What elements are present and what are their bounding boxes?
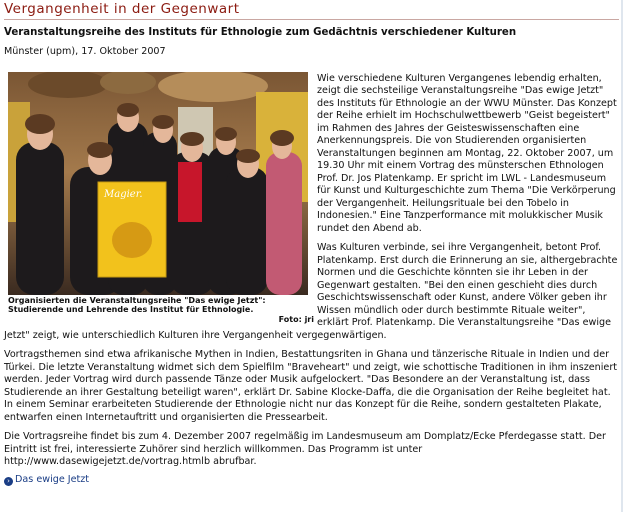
article-dateline: Münster (upm), 17. Oktober 2007 bbox=[4, 46, 166, 57]
article-figure bbox=[8, 72, 314, 324]
poster-title: Magier. bbox=[104, 188, 143, 200]
related-link-row bbox=[4, 474, 619, 487]
photo-caption-text: Organisierten die Veranstaltungsreihe "Das ewige Jetzt": Studierende und Lehrende des Institut für Ethnologie. bbox=[8, 295, 266, 314]
photo-credit: Foto: jri bbox=[278, 314, 314, 324]
article-subtitle: Veranstaltungsreihe des Instituts für Ethnologie zum Gedächtnis verschiedener Kulturen bbox=[4, 27, 517, 38]
paragraph-2: Was Kulturen verbinde, sei ihre Vergangenheit, betont Prof. Platenkamp. Erst durch die Erinnerung an sie, althergebrachte Normen und die Geschichte könnten sie ihr Leben in der Gegenwart gestalten. "Bei den einen geschieht dies durch Geschichtswissenschaft oder Kunst, andere Völker geben ihr Wissen mündlich oder durch bestimmte Rituale weiter", erklärt Prof. Platenkamp. Die Veranstaltungsreihe "Das ewige Jetzt" zeigt, wie unterschiedlich Kulturen ihre Vergangenheit vergegenwärtigen. bbox=[4, 242, 618, 341]
photo-caption bbox=[8, 295, 314, 324]
link-arrow-icon: › bbox=[4, 477, 13, 486]
group-photo bbox=[8, 72, 308, 295]
paragraph-3: Vortragsthemen sind etwa afrikanische Mythen in Indien, Bestattungsriten in Ghana und tänzerische Rituale in Indien und der Türkei. Die letzte Veranstaltung widmet sich dem Spielfilm "Braveheart" und zeigt, wie schottische Traditionen in ihm inszeniert werden. Jeder Vortrag wird durch passende Tänze oder Musik aufgelockert. "Das Besondere an der Veranstaltung ist, dass Studierende an ihrer Gestaltung beteiligt waren", erklärt Dr. Sabine Klocke-Daffa, die die Organisation der Reihe begleitet hat. In einem Seminar erarbeiteten Studierende der Ethnologie nicht nur das Konzept für die Reihe, sondern gestalteten Plakate, entwarfen einen Internetauftritt und organisierten die Pressearbeit. bbox=[4, 349, 618, 423]
poster bbox=[98, 182, 166, 277]
paragraph-4: Die Vortragsreihe findet bis zum 4. Dezember 2007 regelmäßig im Landesmuseum am Domplatz/Ecke Pferdegasse statt. Der Eintritt ist frei, interessierte Zuhörer sind herzlich willkommen. Das Programm ist unter http://www.dasewigejetzt.de/vortrag.htmlb abrufbar. bbox=[4, 431, 606, 467]
article-title: Vergangenheit in der Gegenwart bbox=[4, 0, 619, 20]
paragraph-1: Wie verschiedene Kulturen Vergangenes lebendig erhalten, zeigt die sechsteilige Veranstaltungsreihe "Das ewige Jetzt" des Instituts für Ethnologie an der WWU Münster. Das Konzept der Reihe erhielt im Hochschulwettbewerb "Geist begeistert" im Rahmen des Jahres der Geisteswissenschaften eine Anerkennungspreis. Die von Studierenden organisierten Veranstaltungen beginnen am Montag, 22. Oktober 2007, um 19.30 Uhr mit einem Vortrag des münsterschen Ethnologen Prof. Dr. Jos Platenkamp. Er spricht im LWL - Landesmuseum für Kunst und Kulturgeschichte zum Thema "Die Verkörperung der Vergangenheit. Heilungsrituale bei den Tobelo in Indonesien." Eine Tanzperformance mit molukkischer Musik rundet den Abend ab. bbox=[317, 72, 617, 234]
das-ewige-jetzt-link[interactable]: Das ewige Jetzt bbox=[15, 473, 90, 485]
